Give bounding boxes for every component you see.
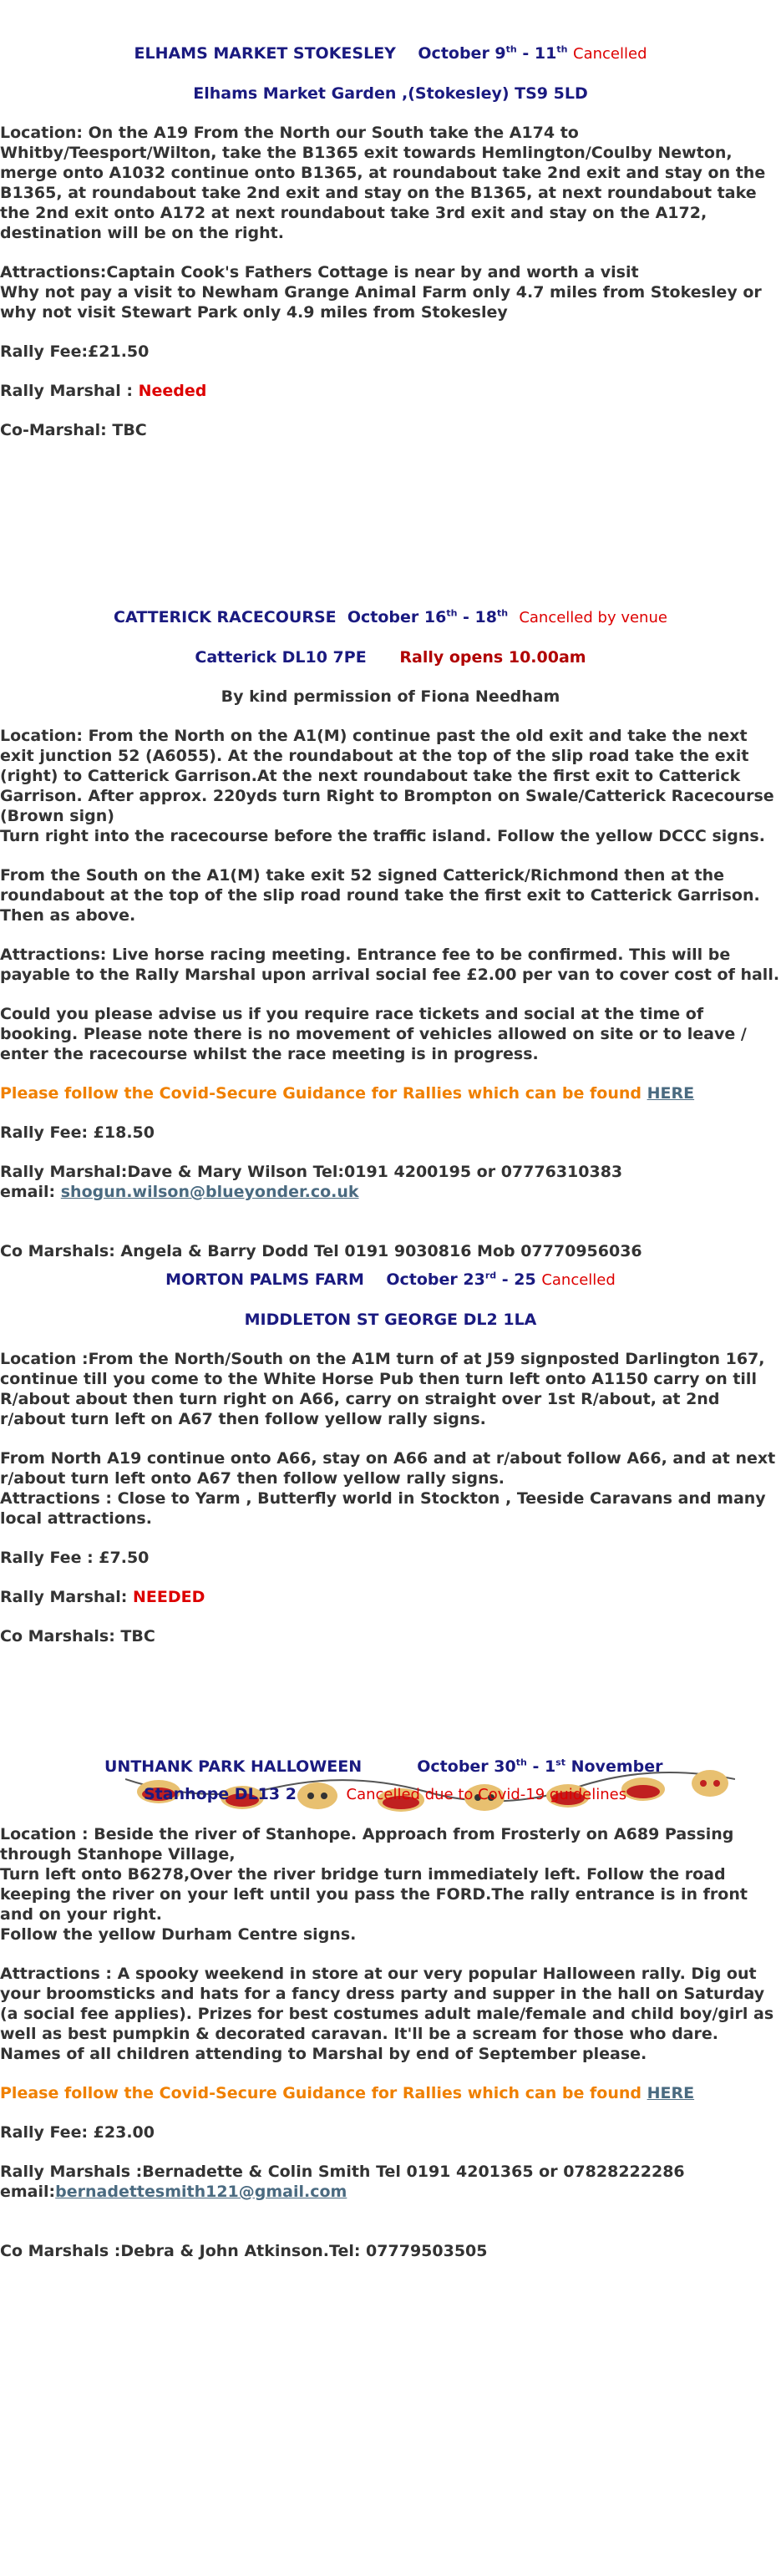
location-text-2: Turn right into the racecourse before the traffic island. Follow the yellow DCCC signs.: [0, 827, 765, 845]
location-text-3: Follow the yellow Durham Centre signs.: [0, 1925, 357, 1944]
event-catterick-racecourse: [0, 607, 781, 1261]
marshal-needed: Needed: [138, 382, 207, 400]
event-name: CATTERICK RACECOURSE: [114, 608, 337, 626]
event-dates: October 16th - 18th: [347, 607, 509, 626]
event-venue: MIDDLETON ST GEORGE DL2 1LA: [244, 1311, 537, 1329]
email-link[interactable]: bernadettesmith121@gmail.com: [55, 2183, 347, 2201]
covid-guidance-link[interactable]: HERE: [647, 1084, 695, 1103]
event-title: [0, 1270, 781, 1291]
status-badge: Cancelled due to Covid-19 guidelines: [346, 1786, 627, 1803]
rally-fee: Rally Fee:£21.50: [0, 342, 150, 361]
attractions-text: Attractions: Live horse racing meeting. Entrance fee to be confirmed. This will be payable to the Rally Marshal upon arrival social fee £2.00 per van to cover cost of hall.: [0, 946, 780, 984]
event-venue: Elhams Market Garden ,(Stokesley) TS9 5LD: [193, 84, 588, 103]
event-name: UNTHANK PARK HALLOWEEN: [104, 1757, 363, 1776]
status-badge: Cancelled by venue: [519, 609, 667, 626]
rally-fee: Rally Fee: £18.50: [0, 1123, 155, 1142]
event-dates: October 30th - 1st November: [417, 1757, 663, 1776]
location-text: Location :From the North/South on the A1M turn of at J59 signposted Darlington 167, continue till you come to the White Horse Pub then turn left onto A1150 carry on till R/about about then turn right on A66, carry on straight over 1st R/about, at 2nd r/about turn left on A67 then follow yellow rally signs.: [0, 1350, 765, 1428]
event-dates: October 23rd - 25: [386, 1270, 536, 1289]
location-text-2: Turn left onto B6278,Over the river bridge turn immediately left. Follow the road keeping the river on your left until you pass the FORD.The rally entrance is in front and on your right.: [0, 1865, 748, 1924]
rally-marshal: Rally Marshal : Needed: [0, 382, 207, 400]
advise-text: Could you please advise us if you require race tickets and social at the time of booking. Please note there is no movement of vehicles allowed on site or to leave / enter the racecourse whilst the race meeting is in progress.: [0, 1005, 747, 1063]
location-text: Location: From the North on the A1(M) continue past the old exit and take the next exit junction 52 (A6055). At the roundabout at the top of the slip road take the exit (right) to Catterick Garrison.At the next roundabout take the first exit to Catterick Garrison. After approx. 220yds turn Right to Brompton on Swale/Catterick Racecourse (Brown sign): [0, 727, 774, 825]
rally-fee: Rally Fee : £7.50: [0, 1549, 150, 1567]
rally-marshal: Rally Marshal: NEEDED: [0, 1588, 205, 1606]
email-link[interactable]: shogun.wilson@blueyonder.co.uk: [60, 1183, 359, 1201]
location-text: Location : Beside the river of Stanhope. Approach from Frosterly on A689 Passing through Stanhope Village,: [0, 1825, 734, 1864]
event-elhams-market: [0, 43, 781, 440]
event-title: [0, 1757, 781, 1777]
marshal-email: email:bernadettesmith121@gmail.com: [0, 2183, 347, 2201]
status-badge: Cancelled: [541, 1271, 616, 1289]
covid-guidance: Please follow the Covid-Secure Guidance for Rallies which can be found HERE: [0, 2084, 695, 2102]
event-venue: Catterick DL10 7PE Rally opens 10.00am: [195, 648, 586, 667]
attractions-text: Attractions : Close to Yarm , Butterfly world in Stockton , Teeside Caravans and many local attractions.: [0, 1489, 766, 1528]
event-morton-palms-farm: [0, 1270, 781, 1646]
event-title: [0, 607, 781, 628]
rally-opens: Rally opens 10.00am: [399, 648, 586, 667]
attractions-text: Attractions : A spooky weekend in store at our very popular Halloween rally. Dig out your broomsticks and hats for a fancy dress party and supper in the hall on Saturday (a social fee applies). Prizes for best costumes adult male/female and child boy/girl as well as best pumpkin & decorated caravan. It'll be a scream for those who dare. Names of all children attending to Marshal by end of September please.: [0, 1965, 774, 2063]
rally-marshal: Rally Marshal:Dave & Mary Wilson Tel:0191 4200195 or 07776310383: [0, 1163, 623, 1181]
permission-note: By kind permission of Fiona Needham: [221, 687, 560, 706]
event-name: ELHAMS MARKET STOKESLEY: [134, 44, 396, 63]
co-marshal: Co Marshals: TBC: [0, 1627, 155, 1645]
status-badge: Cancelled: [573, 45, 647, 63]
rally-fee: Rally Fee: £23.00: [0, 2123, 155, 2142]
event-name: MORTON PALMS FARM: [165, 1270, 364, 1289]
covid-guidance: Please follow the Covid-Secure Guidance for Rallies which can be found HERE: [0, 1084, 695, 1103]
co-marshal: Co-Marshal: TBC: [0, 421, 147, 439]
event-dates: October 9th - 11th: [418, 43, 568, 63]
event-venue: Stanhope DL13 2 Cancelled due to Covid-19 guidelines: [144, 1785, 627, 1803]
location-text-2: From North A19 continue onto A66, stay on A66 and at r/about follow A66, and at next r/about turn left onto A67 then follow yellow rally signs.: [0, 1449, 776, 1488]
co-marshal: Co Marshals: Angela & Barry Dodd Tel 0191 9030816 Mob 07770956036: [0, 1242, 642, 1260]
location-text-3: From the South on the A1(M) take exit 52 signed Catterick/Richmond then at the roundabout at the top of the slip road round take the first exit to Catterick Garrison. Then as above.: [0, 866, 760, 925]
attractions-text-2: Why not pay a visit to Newham Grange Animal Farm only 4.7 miles from Stokesley or why not visit Stewart Park only 4.9 miles from Stokesley: [0, 283, 762, 322]
event-title: [0, 43, 781, 64]
event-unthank-park-halloween: [0, 1757, 781, 2261]
covid-guidance-link[interactable]: HERE: [647, 2084, 695, 2102]
co-marshal: Co Marshals :Debra & John Atkinson.Tel: 07779503505: [0, 2242, 488, 2260]
attractions-text: Attractions:Captain Cook's Fathers Cottage is near by and worth a visit: [0, 263, 639, 281]
location-text: Location: On the A19 From the North our South take the A174 to Whitby/Teesport/Wilton, take the B1365 exit towards Hemlington/Coulby Newton, merge onto A1032 continue onto B1365, at roundabout take 2nd exit and stay on the B1365, at roundabout take 2nd exit and stay on the B1365, at next roundabout take the 2nd exit onto A172 at next roundabout take 3rd exit and stay on the A172, destination will be on the right.: [0, 124, 766, 242]
marshal-needed: NEEDED: [132, 1588, 205, 1606]
marshal-email: email: shogun.wilson@blueyonder.co.uk: [0, 1183, 359, 1201]
rally-marshal: Rally Marshals :Bernadette & Colin Smith Tel 0191 4201365 or 07828222286: [0, 2163, 685, 2181]
